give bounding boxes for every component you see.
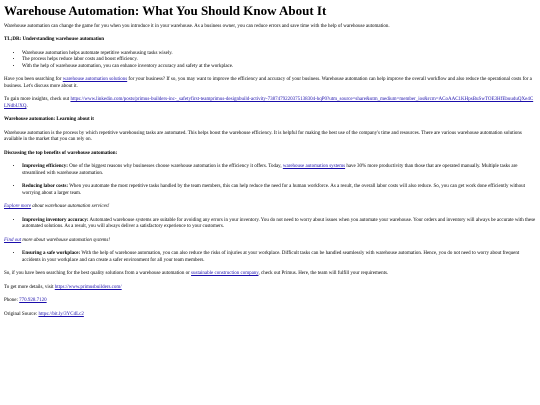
website-link[interactable]: https://www.primusbuilders.com/: [54, 284, 122, 290]
tldr-heading: TL;DR: Understanding warehouse automation: [4, 37, 105, 43]
text: more about warehouse automation systems!: [21, 237, 111, 243]
explore-paragraph: [4, 204, 536, 211]
phone-link[interactable]: 770.928.7120: [19, 298, 47, 304]
closing-paragraph: [4, 271, 536, 278]
solutions-paragraph: [4, 77, 536, 90]
benefits-list: [4, 164, 536, 197]
text: Automated warehouse systems are suitable for avoiding any errors in your inventory. You do not need to worry about issues when you automate your warehouse. Your orders and inventory will always be accurate with these automated solutions. As a result, you will always deliver a satisfactory experience to your customers.: [22, 217, 536, 230]
insights-paragraph: [4, 97, 536, 110]
automation-systems-link[interactable]: warehouse automation systems: [282, 164, 346, 170]
text: When you automate the most repetitive tasks handled by the team members, this can help reduce the need for a human workforce. As a result, the overall labor costs will also reduce. So, you can get work done efficiently without worrying about a larger team.: [22, 184, 526, 196]
text: .: [26, 103, 28, 109]
benefit-labor-costs: [22, 184, 536, 197]
sustainable-construction-link[interactable]: sustainable construction company: [191, 271, 259, 277]
text: To get more details, visit: [4, 284, 55, 290]
benefits-list-3: [4, 251, 536, 264]
tldr-list: [4, 51, 536, 71]
find-out-link[interactable]: Find out: [4, 237, 22, 243]
linkedin-link[interactable]: https://www.linkedin.com/posts/primus-builders-inc-_safetyfirst-teamprimus-designbuild-activity-7387479220375138304-hqP0?utm_source=share&utm_medium=member_ios&rcm=ACoAAC1KHpsBuSwTOE3HfEbuuduQXe4CLNdbUXQ: [4, 97, 534, 109]
benefit-efficiency: [22, 164, 536, 177]
findout-paragraph: [4, 238, 536, 245]
learn-heading: Warehouse automation: Learning about it: [4, 117, 94, 123]
text: Original Source:: [4, 311, 39, 317]
source-link[interactable]: https://bit.ly/3YCdLc2: [38, 311, 84, 317]
text: Have you been searching for: [4, 77, 63, 83]
benefits-heading: Discussing the top benefits of warehouse automation:: [4, 150, 118, 156]
text: To gain more insights, check out: [4, 97, 71, 103]
list-item: • With the help of warehouse automation, you can enhance inventory accuracy and safety at the workplace.: [22, 64, 536, 71]
source-paragraph: [4, 312, 536, 319]
list-item: • Warehouse automation helps automate repetitive warehousing tasks wisely.: [22, 51, 536, 58]
list-item: • The process helps reduce labor costs and boost efficiency.: [22, 57, 536, 64]
phone-paragraph: [4, 298, 536, 305]
benefit-label: Improving inventory accuracy:: [22, 217, 89, 223]
intro-paragraph: Warehouse automation can change the game for you when you introduce it in your warehouse. As a business owner, you can reduce errors and save time with the help of warehouse automation.: [4, 23, 390, 29]
page-title: Warehouse Automation: What You Should Know About It: [4, 3, 327, 18]
benefit-safe-workplace: [22, 251, 536, 264]
benefit-label: Reducing labor costs:: [22, 184, 69, 190]
text: Phone:: [4, 298, 20, 304]
solutions-link[interactable]: warehouse automation solutions: [62, 77, 128, 83]
text: for your business? If so, you may want to improve the efficiency and accuracy of your business. Warehouse automation can help improve the overall workflow and also reduce the operational costs for a business. Let's discuss more about it.: [4, 77, 532, 89]
text: have 30% more productivity than those that are operated manually. Multiple tasks are streamlined with warehouse automation.: [22, 164, 518, 176]
learn-paragraph: Warehouse automation is the process by which repetitive warehousing tasks are automated. This helps boost the warehouse efficiency. It is helpful for making the best use of the company's time and resources. There are various warehouse automation solutions available in the market that you can rely on.: [4, 130, 522, 143]
text: With the help of warehouse automation, you can also reduce the risks of injuries at your workplace. Difficult tasks can be handled seamlessly with warehouse automation. Hence, you do not need to worry about frequent accidents in your workplace and can create a safer environment for all your team members.: [22, 251, 520, 263]
text: about warehouse automation services!: [30, 204, 110, 210]
text: One of the biggest reasons why businesses choose warehouse automation is the efficiency it offers. Today,: [67, 164, 283, 170]
text: So, if you have been searching for the best quality solutions from a warehouse automation or: [4, 271, 192, 277]
benefit-label: Ensuring a safe workplace:: [22, 251, 81, 257]
benefit-inventory-accuracy: [22, 218, 536, 231]
text: , check out Primus. Here, the team will fulfill your requirements.: [258, 271, 389, 277]
explore-more-link[interactable]: Explore more: [4, 204, 31, 210]
benefit-label: Improving efficiency:: [22, 164, 68, 170]
benefits-list-2: [4, 218, 536, 231]
details-paragraph: [4, 285, 536, 292]
